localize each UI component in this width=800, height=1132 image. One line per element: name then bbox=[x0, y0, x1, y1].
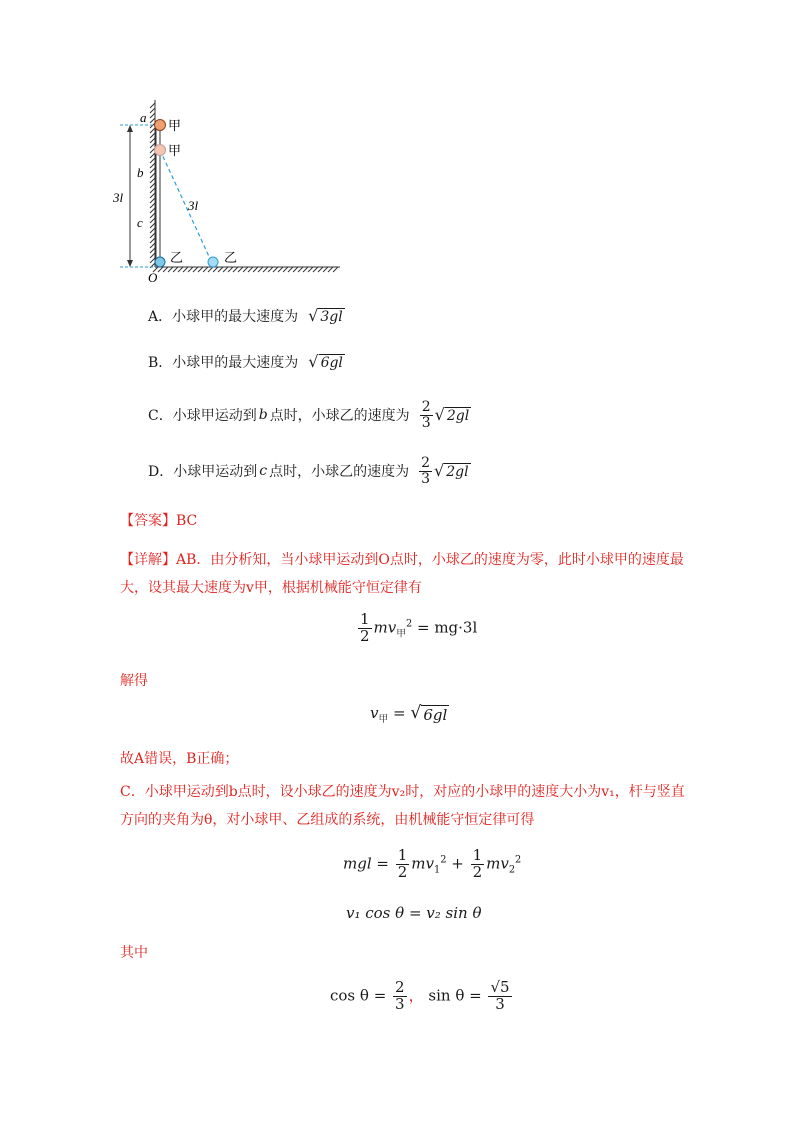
eq1-den: 2 bbox=[360, 626, 370, 645]
option-d-pre: D．小球甲运动到 bbox=[148, 464, 258, 481]
option-d: D．小球甲运动到 c 点时，小球乙的速度为 $\frac{2}{3}$ √ 2gl bbox=[148, 455, 469, 487]
eq5-cos-num: 2 bbox=[395, 978, 405, 996]
ball-jia-mid bbox=[155, 145, 166, 156]
label-yi-right: 乙 bbox=[224, 251, 238, 266]
eq3-plus: + bbox=[451, 854, 464, 873]
eq2-root: 6gl bbox=[423, 706, 448, 724]
eq3-frac1-den: 2 bbox=[397, 862, 408, 881]
eq1-sub: 甲 bbox=[396, 628, 406, 640]
eq3-frac2-num: 1 bbox=[472, 846, 483, 864]
eq1-mid: mv bbox=[373, 618, 397, 637]
option-c: C．小球甲运动到 b 点时，小球乙的速度为 $\frac{2}{3}$ √ 2gl bbox=[148, 399, 470, 431]
detail-p1 bbox=[120, 546, 690, 602]
label-jia-top: 甲 bbox=[168, 119, 182, 134]
eq3-frac1-num: 1 bbox=[397, 846, 408, 864]
equation-3 bbox=[343, 848, 521, 881]
equation-4: v₁ cos θ = v₂ sin θ bbox=[346, 904, 482, 922]
eq3-term2: mv bbox=[486, 854, 509, 873]
eq2-eq: = bbox=[393, 704, 406, 722]
eq3-term1: mv bbox=[411, 854, 434, 873]
ball-yi-right bbox=[208, 257, 218, 267]
conclude-line: 故A错误，B正确； bbox=[120, 751, 239, 767]
eq3-sub2: 2 bbox=[508, 864, 516, 876]
equation-2: $v_甲$ = √ 6gl bbox=[370, 703, 448, 725]
eq5-sep: ， bbox=[408, 986, 424, 1005]
eq1-rhs: = mg·3l bbox=[417, 618, 478, 637]
among-label: 其中 bbox=[120, 945, 148, 961]
eq3-frac2-den: 2 bbox=[472, 862, 483, 881]
label-b: b bbox=[137, 165, 144, 180]
label-yi-left: 乙 bbox=[170, 251, 184, 266]
option-b-text: B．小球甲的最大速度为 bbox=[148, 355, 299, 371]
eq2-lhs: v bbox=[370, 704, 379, 722]
ball-yi-left bbox=[155, 257, 165, 267]
eq3-lhs: mgl = bbox=[343, 854, 389, 873]
label-3l-rod: 3l bbox=[188, 198, 199, 213]
label-jia-mid: 甲 bbox=[168, 144, 182, 159]
option-b-root: 6gl bbox=[320, 354, 343, 371]
eq3-sup2: 2 bbox=[515, 854, 522, 866]
option-c-root: 2gl bbox=[446, 407, 470, 424]
option-d-num: 2 bbox=[421, 455, 430, 471]
equation-5 bbox=[330, 980, 514, 1013]
option-d-var: c bbox=[259, 463, 268, 480]
eq5-sin-den: 3 bbox=[495, 994, 505, 1013]
eq5-cos-den: 3 bbox=[395, 994, 405, 1013]
option-c-var: b bbox=[258, 407, 268, 424]
solve-label: 解得 bbox=[120, 673, 148, 689]
option-a: A．小球甲的最大速度为 √ 3gl bbox=[148, 305, 343, 325]
label-c: c bbox=[137, 215, 143, 230]
ball-jia-top bbox=[155, 120, 166, 131]
eq3-sub1: 1 bbox=[434, 864, 441, 876]
answer-line bbox=[120, 510, 197, 530]
answer-bracket: 【答案】 bbox=[120, 513, 176, 529]
physics-figure bbox=[110, 95, 350, 285]
equation-1 bbox=[356, 612, 477, 645]
option-a-text: A．小球甲的最大速度为 bbox=[148, 309, 299, 325]
eq1-num: 1 bbox=[360, 610, 370, 628]
option-c-pre: C．小球甲运动到 bbox=[148, 408, 257, 425]
answer-value: BC bbox=[176, 513, 198, 529]
detail-bracket: 【详解】 bbox=[120, 552, 176, 568]
detail-p2: C．小球甲运动到b点时，设小球乙的速度为v₂时，对应的小球甲的速度大小为v₁，杆与竖直方向的夹角为θ，对小球甲、乙组成的系统，由机械能守恒定律可得 bbox=[120, 784, 685, 828]
eq3-sup1: 2 bbox=[440, 854, 447, 866]
label-3l-left: 3l bbox=[113, 190, 124, 205]
option-d-root: 2gl bbox=[446, 463, 469, 480]
eq5-sin-num: √5 bbox=[490, 978, 510, 996]
option-c-num: 2 bbox=[421, 399, 431, 415]
option-c-post: 点时，小球乙的速度为 bbox=[269, 408, 410, 425]
detail-p1-text: AB．由分析知，当小球甲运动到O点时，小球乙的速度为零，此时小球甲的速度最大，设其最大速度为v甲，根据机械能守恒定律有 bbox=[120, 552, 684, 596]
option-a-root: 3gl bbox=[320, 308, 343, 325]
label-O: O bbox=[148, 270, 158, 285]
option-d-post: 点时，小球乙的速度为 bbox=[269, 464, 410, 481]
option-b: B．小球甲的最大速度为 √ 6gl bbox=[148, 351, 343, 371]
label-a: a bbox=[140, 110, 147, 125]
eq1-sup: 2 bbox=[406, 618, 413, 630]
eq5-cos: cos θ = bbox=[330, 986, 387, 1005]
eq2-sub: 甲 bbox=[378, 714, 389, 725]
option-d-den: 3 bbox=[421, 470, 430, 487]
option-c-den: 3 bbox=[421, 414, 431, 431]
eq5-sin: sin θ = bbox=[428, 986, 482, 1005]
